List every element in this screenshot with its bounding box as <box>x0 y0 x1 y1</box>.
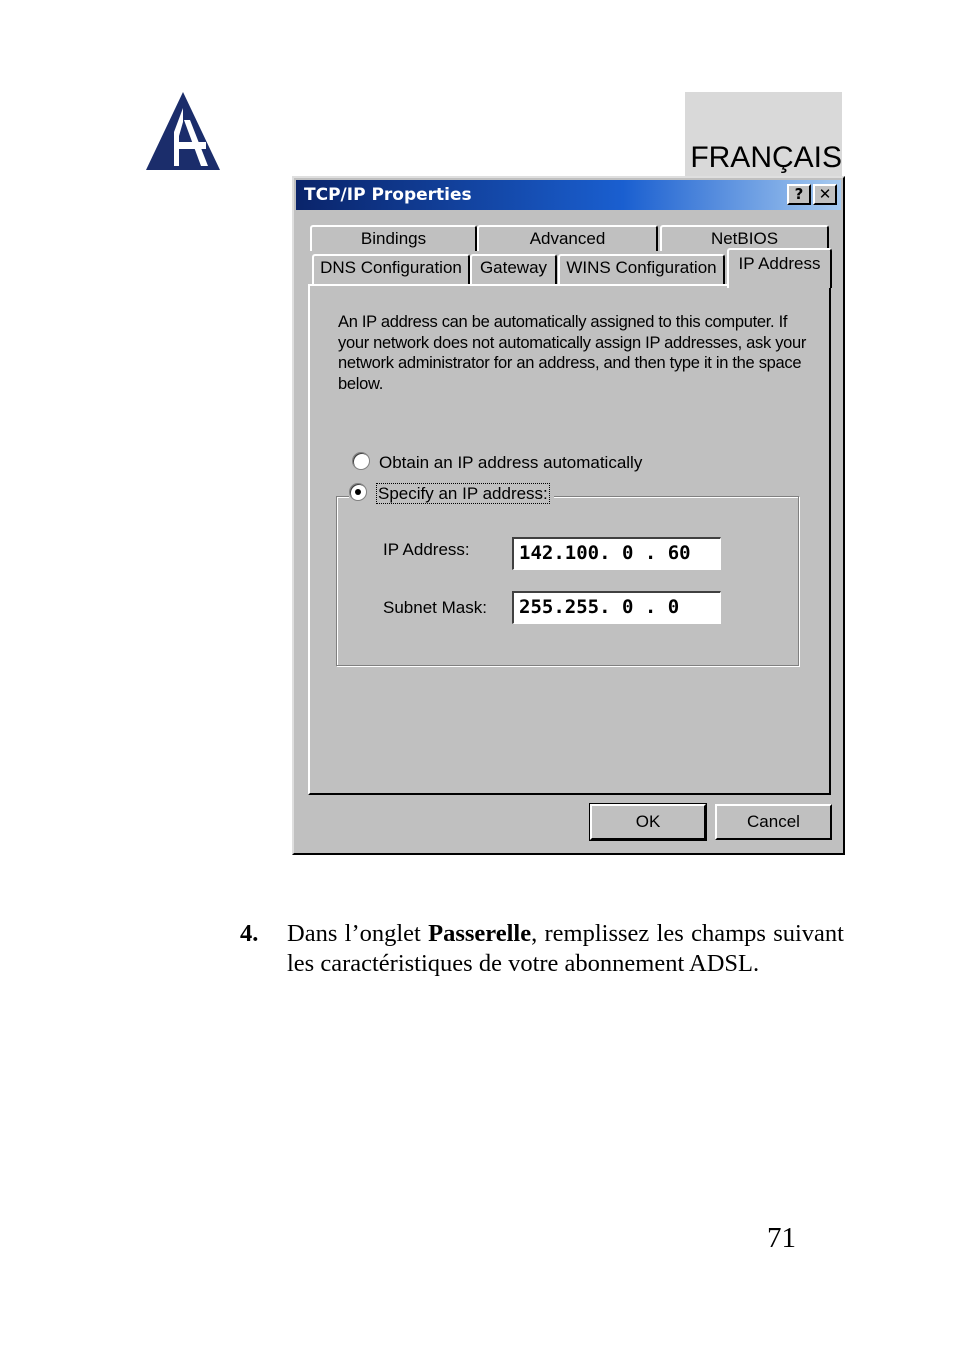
cancel-button[interactable]: Cancel <box>715 804 832 840</box>
obtain-automatically-option[interactable] <box>352 452 642 474</box>
step-number: 4. <box>240 920 259 947</box>
close-button[interactable]: ✕ <box>813 184 837 205</box>
radio-specify-ip[interactable] <box>349 483 367 501</box>
tab-netbios[interactable]: NetBIOS <box>660 225 829 251</box>
tab-gateway[interactable]: Gateway <box>470 254 557 284</box>
radio-obtain-automatically[interactable] <box>352 452 370 470</box>
specify-ip-groupbox <box>336 496 799 666</box>
step-text-after: , remplissez les champs suivant les caractéristiques de votre abonnement ADSL. <box>287 920 844 977</box>
step-text-bold: Passerelle <box>428 920 532 947</box>
ok-button[interactable]: OK <box>590 804 706 840</box>
tab-advanced[interactable]: Advanced <box>477 225 658 251</box>
specify-ip-option[interactable] <box>349 483 554 505</box>
tab-dns-configuration[interactable]: DNS Configuration <box>312 254 470 284</box>
step-text <box>287 919 844 978</box>
description-text: An IP address can be automatically assigned to this computer. If your network does not automatically assign IP addresses, ask your network administrator for an address, and then type it in the space below. <box>338 313 807 393</box>
subnet-mask-label: Subnet Mask: <box>383 598 487 617</box>
company-logo <box>146 92 220 170</box>
obtain-automatically-label: Obtain an IP address automatically <box>379 453 643 472</box>
tcpip-properties-dialog <box>292 176 845 855</box>
help-button[interactable]: ? <box>787 184 811 205</box>
tab-ip-address[interactable]: IP Address <box>727 248 832 288</box>
specify-ip-label: Specify an IP address: <box>378 484 548 503</box>
page-number: 71 <box>767 1222 796 1254</box>
title-bar <box>296 180 841 210</box>
ip-address-label: IP Address: <box>383 540 470 559</box>
tab-bindings[interactable]: Bindings <box>310 225 477 251</box>
dialog-title: TCP/IP Properties <box>304 185 472 205</box>
tab-wins-configuration[interactable]: WINS Configuration <box>558 254 725 284</box>
language-label: FRANÇAIS <box>690 141 842 174</box>
subnet-mask-field[interactable]: 255.255. 0 . 0 <box>512 591 721 624</box>
step-text-before: Dans l’onglet <box>287 920 429 947</box>
ip-address-field[interactable]: 142.100. 0 . 60 <box>512 537 721 570</box>
